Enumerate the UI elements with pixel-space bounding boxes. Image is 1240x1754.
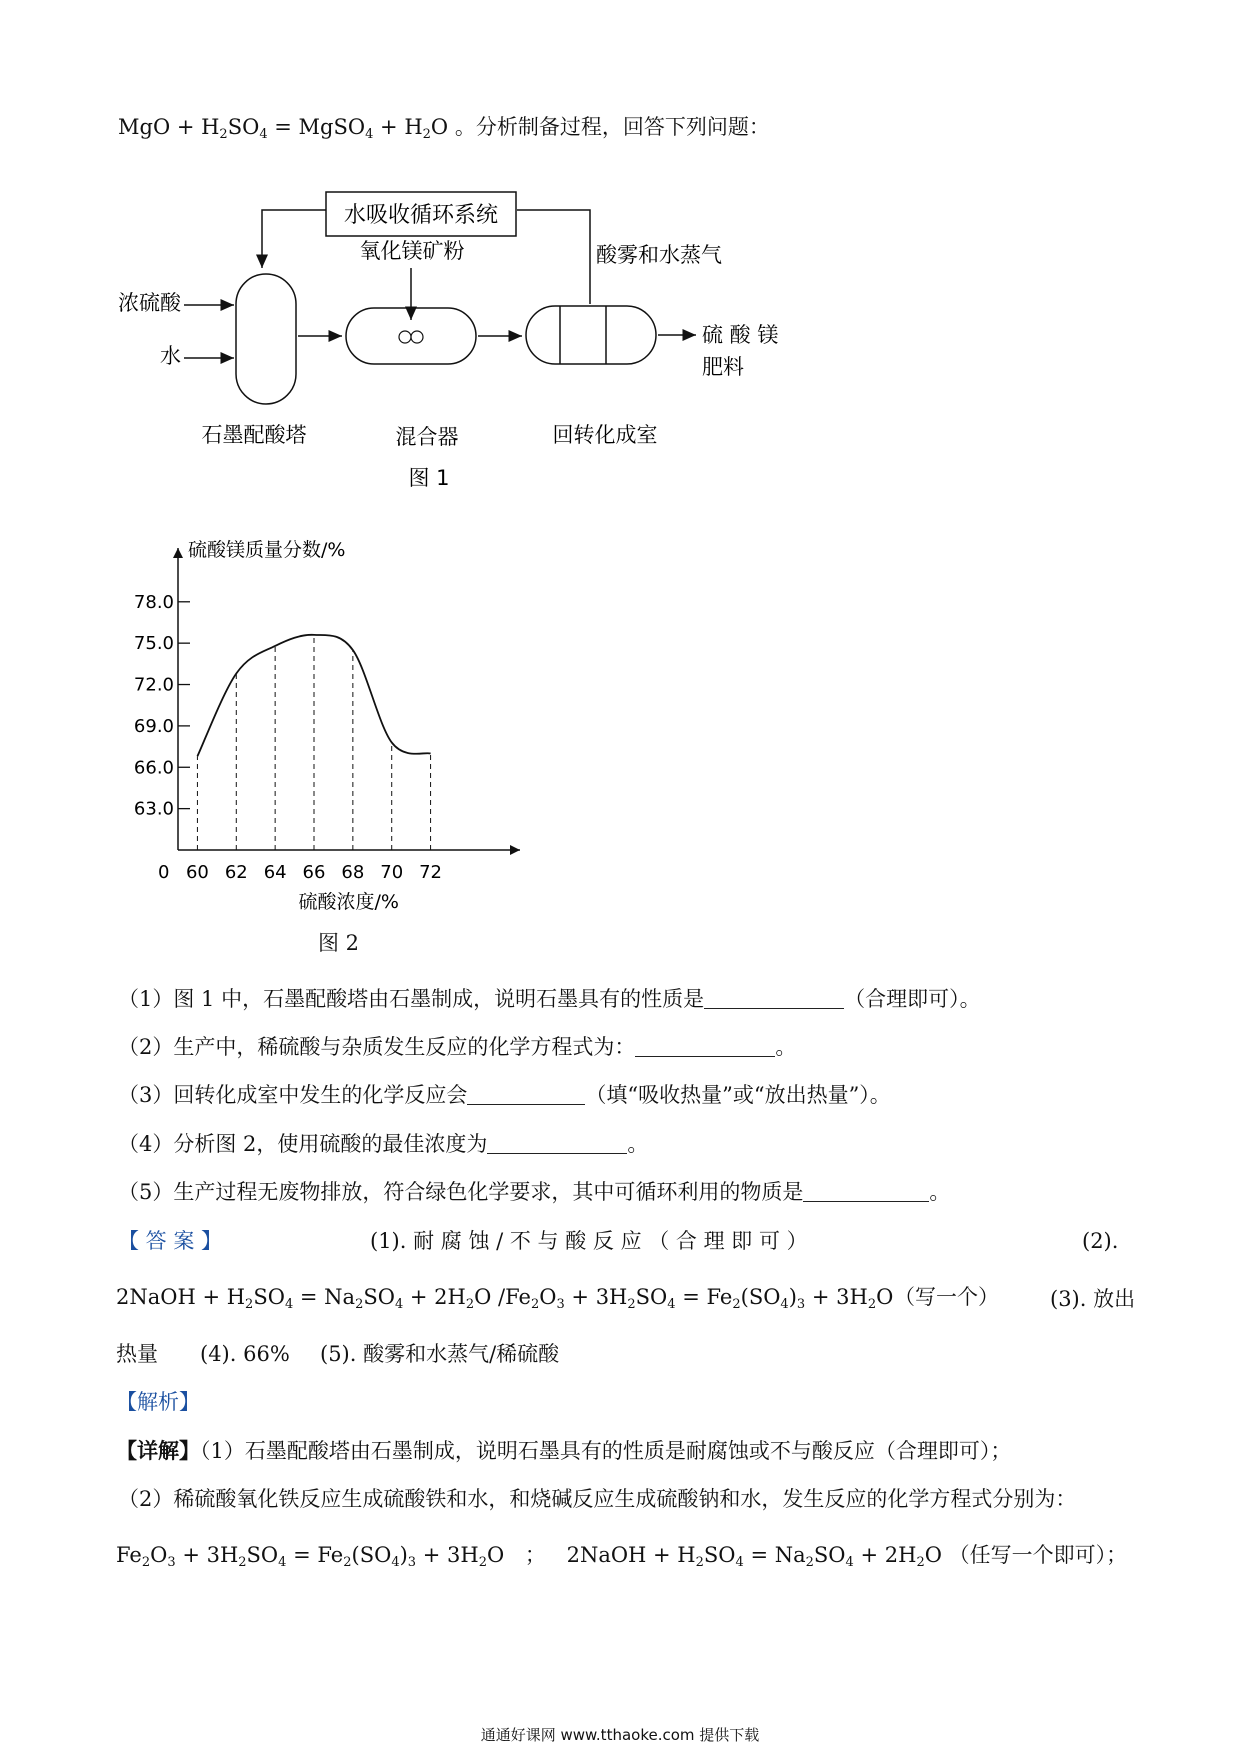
cycle-label: 水吸收循环系统 [343,203,499,228]
vapor-label: 酸雾和水蒸气 [596,243,722,267]
detail-eq-2: 2NaOH + $H_2SO_4 = Na_2SO_4 + 2H_2O$ [566,1543,942,1570]
x-axis-label: 硫酸浓度/% [298,891,399,913]
y-tick-label: 66.0 [133,757,174,779]
x-tick-label: 72 [419,862,443,883]
answer-blank[interactable] [803,1181,929,1202]
answer-blank[interactable] [704,988,844,1009]
question-5: （5）生产过程无废物排放，符合绿色化学要求，其中可循环利用的物质是 。 [118,1180,951,1204]
answer-2-note: （写一个） [894,1285,999,1309]
answer-2-equation: 2NaOH + $H_2SO_4 = Na_2SO_4 + 2H_2O$ $/Fe_2O_3 + 3H_2SO_4 = Fe_2(SO_4)_3 + 3H_2O$ [116,1285,894,1312]
y-tick-label: 75.0 [133,633,174,655]
mixer-label: 混合器 [395,425,459,449]
figure1-caption: 图 1 [408,466,450,490]
question-3: （3）回转化成室中发生的化学反应会 （填“吸收热量”或“放出热量”）。 [118,1083,891,1107]
chamber-label: 回转化成室 [552,423,658,447]
return-arrow [262,210,326,268]
x-tick-label: 70 [380,862,404,883]
detail-eq-separator: ； [524,1543,546,1567]
y-tick-label: 72.0 [133,674,174,696]
figure1-diagram [100,180,820,500]
answer-1: (1). 耐 腐 蚀 / 不 与 酸 反 应 （ 合 理 即 可 ） [370,1229,808,1253]
intro-text: 。分析制备过程，回答下列问题： [454,115,770,139]
figure2-chart [100,530,560,950]
detail-eq-note: （任写一个即可）； [948,1543,1128,1567]
detail-eq-1: $Fe_2O_3 + 3H_2SO_4 = Fe_2(SO_4)_3 + 3H_2O$ [116,1543,505,1570]
analysis-tag: 【解析】 [116,1390,200,1414]
answer-5: (5). 酸雾和水蒸气/稀硫酸 [320,1342,560,1366]
question-4: （4）分析图 2，使用硫酸的最佳浓度为 。 [118,1132,649,1156]
origin-label: 0 [158,862,170,883]
answer-4: (4). 66% [200,1342,290,1366]
input-water-label: 水 [160,344,181,368]
y-axis-arrow [173,548,183,558]
x-tick-label: 68 [341,862,365,883]
x-axis-arrow [510,845,520,855]
vapor-line [517,210,590,304]
x-tick-label: 60 [185,862,209,883]
y-axis-label: 硫酸镁质量分数/% [188,539,346,561]
detail-1: 【详解】（1）石墨配酸塔由石墨制成，说明石墨具有的性质是耐腐蚀或不与酸反应（合理即可）； [116,1438,1012,1463]
intro-equation: MgO + $H_2SO_4$ = MgSO$_4$ + $H_2O$ [118,115,449,142]
intro-line [118,112,770,150]
detail-equations [116,1540,1127,1578]
figure2-caption: 图 2 [318,931,360,955]
y-tick-label: 78.0 [133,591,174,613]
answer-tag: 【 答 案 】 [118,1229,223,1253]
output-label-2: 肥料 [702,355,744,379]
detail-2: （2）稀硫酸氧化铁反应生成硫酸铁和水，和烧碱反应生成硫酸钠和水，发生反应的化学方程式分别为： [118,1487,1077,1511]
tower-label: 石墨配酸塔 [201,423,307,447]
chamber [526,306,656,364]
answer-blank[interactable] [635,1036,775,1057]
page-footer: 通通好课网 www.tthaoke.com 提供下载 [480,1726,760,1744]
answer-blank[interactable] [467,1084,585,1105]
x-tick-label: 62 [224,862,248,883]
answer-3-number: (3). 放出 [1050,1287,1136,1311]
y-tick-label: 69.0 [133,715,174,737]
answer-3-cont: 热量 [116,1342,158,1366]
mixer-blade-icon [399,331,411,343]
x-tick-label: 66 [302,862,326,883]
detail-tag: 【详解】 [116,1438,200,1463]
y-tick-label: 63.0 [133,798,174,820]
tower [236,274,296,404]
input-acid-label: 浓硫酸 [118,291,181,315]
x-tick-label: 64 [263,862,287,883]
answer-blank[interactable] [487,1133,627,1154]
output-label-1: 硫 酸 镁 [702,323,779,347]
ore-label: 氧化镁矿粉 [359,239,465,263]
question-1: （1）图 1 中，石墨配酸塔由石墨制成，说明石墨具有的性质是 （合理即可）。 [118,987,981,1011]
question-2: （2）生产中，稀硫酸与杂质发生反应的化学方程式为： 。 [118,1035,797,1059]
answer-2-number: (2). [1082,1229,1119,1253]
